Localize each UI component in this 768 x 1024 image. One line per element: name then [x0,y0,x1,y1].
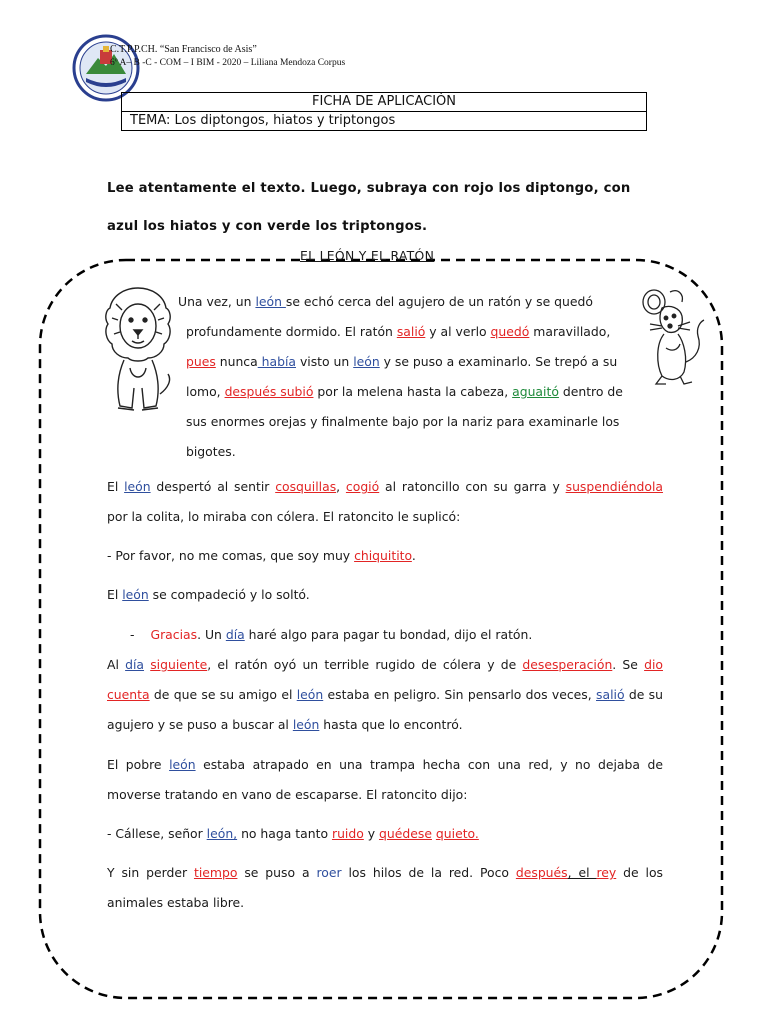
ficha-table [121,92,647,131]
p1-line-2 [178,317,662,347]
hiato-word: león [124,479,151,494]
text-span: de su agujero y se puso a buscar al [107,687,663,732]
text-span: , [336,479,346,494]
text-span: maravillado, [529,324,611,339]
hiato-word: león, [206,826,238,841]
diptongo-word: después subió [224,384,314,399]
story-paragraph-3 [107,541,663,571]
diptongo-word: quedó [490,324,530,339]
text-span: por la colita, lo miraba con cólera. El ratoncito le suplicó: [107,509,461,524]
p1-line-3 [178,347,662,377]
text-span: y se puso a examinarlo. Se trepó a su [379,354,618,369]
story-paragraph-1 [178,287,662,467]
text-span: visto un [296,354,354,369]
p1-line-6: bigotes. [186,444,236,459]
text-span: por la melena hasta la cabeza, [313,384,513,399]
diptongo-word: Gracias [150,627,198,642]
text-span: - Por favor, no me comas, que soy muy [107,548,355,563]
text-span: , el ratón oyó un terrible rugido de cólera y de [207,657,523,672]
course-line: 6º A– B -C - COM – I BIM - 2020 – Liliana Mendoza Corpus [110,58,346,68]
diptongo-word: chiquitito [354,548,412,563]
text-span: El [107,587,123,602]
diptongo-word: ruido [331,826,364,841]
diptongo-word: cosquillas [275,479,337,494]
text-span: estaba atrapado en una trampa hecha con una red, y no dejaba de moverse tratando en vano de escaparse. El ratoncito dijo: [107,757,663,802]
hiato-word: día [125,657,145,672]
text-span: de que se su amigo el [149,687,297,702]
hiato-word: día [225,627,245,642]
hiato-word: salió [596,687,625,702]
text-span: profundamente dormido. El ratón [186,324,397,339]
text-span: . Se [612,657,645,672]
diptongo-word: quieto. [435,826,479,841]
text-span: . Un [197,627,226,642]
text-span: , el [567,865,597,880]
diptongo-word: después [515,865,568,880]
hiato-word: león [353,354,380,369]
diptongo-word: quédese [379,826,432,841]
text-span: . [411,548,416,563]
p1-line-1 [178,287,662,317]
hiato-word: león [296,687,324,702]
text-span: haré algo para pagar tu bondad, dijo el ratón. [244,627,533,642]
text-span: Al [107,657,126,672]
text-span: y [363,826,380,841]
story-paragraph-7 [107,750,663,810]
story-paragraph-6 [107,650,663,740]
diptongo-word: desesperación [522,657,613,672]
p1-line-4 [178,377,662,407]
text-span: despertó al sentir [150,479,276,494]
instructions: Lee atentamente el texto. Luego, subraya con rojo los diptongo, con azul los hiatos y con verde los triptongos. [107,181,631,234]
hiato-word: había [257,354,296,369]
diptongo-word: cogió [345,479,380,494]
text-span: - Cállese, señor [107,826,207,841]
text-span: de los animales estaba libre. [107,865,663,910]
school-name: C.T.P.P.CH. “San Francisco de Asis” [110,44,257,55]
p1-line-5: sus enormes orejas y finalmente bajo por la nariz para examinarle los [186,414,620,429]
text-span: El pobre [107,757,170,772]
hiato-word: león [292,717,320,732]
diptongo-word: tiempo [193,865,238,880]
text-span: estaba en peligro. Sin pensarlo dos veces, [323,687,597,702]
diptongo-word: suspendiéndola [565,479,663,494]
text-span: lomo, [186,384,225,399]
story-paragraph-8 [107,819,663,849]
story-title: EL LEÓN Y EL RATÓN [300,248,435,263]
lion-illustration [102,284,174,416]
text-span: se compadeció y lo soltó. [148,587,310,602]
diptongo-word: pues [186,354,216,369]
text-span: al ratoncillo con su garra y [379,479,566,494]
story-paragraph-2 [107,472,663,532]
diptongo-word: rey [596,865,617,880]
ficha-title: FICHA DE APLICACIÓN [122,93,647,112]
text-span: se echó cerca del agujero de un ratón y se quedó [285,294,593,309]
text-span: hasta que lo encontró. [319,717,463,732]
diptongo-word: salió [396,324,426,339]
hiato-word: león [122,587,149,602]
text-span: no haga tanto [237,826,332,841]
bullet-dash: - [130,627,135,642]
text-span: se puso a [237,865,317,880]
diptongo-word: dio cuenta [107,657,663,702]
hiato-word: león [255,294,286,309]
text-span: nunca [215,354,258,369]
hiato-word: león [169,757,196,772]
text-span: El [107,479,125,494]
text-span: los hilos de la red. Poco [341,865,516,880]
story-paragraph-9 [107,858,663,918]
hiato-word: roer [316,865,342,880]
tema-line: TEMA: Los diptongos, hiatos y triptongos [122,112,647,131]
text-span: Y sin perder [107,865,194,880]
diptongo-word: siguiente [150,657,208,672]
triptongo-word: aguaitó [512,384,559,399]
text-span: Una vez, un [178,294,256,309]
text-span: dentro de [558,384,623,399]
story-paragraph-5 [130,620,660,650]
text-span: y al verlo [425,324,491,339]
story-paragraph-4 [107,580,663,610]
